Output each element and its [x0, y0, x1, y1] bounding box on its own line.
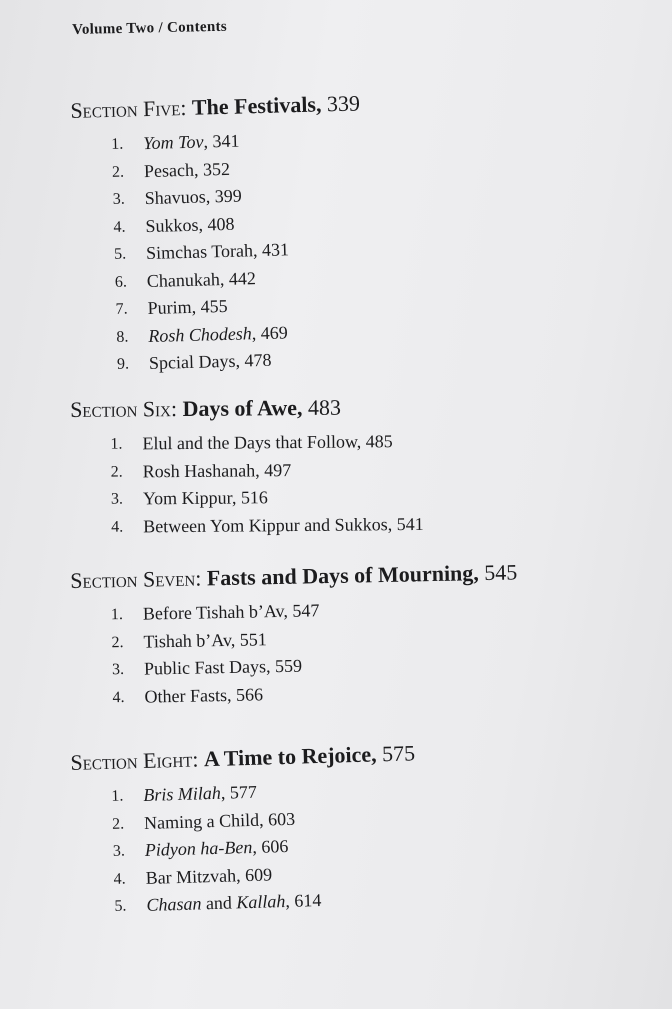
entry-title-line [143, 779, 257, 810]
entry-title-line [146, 887, 322, 919]
entry-number: 1. [110, 605, 124, 624]
entry-page-number: 541 [396, 513, 424, 534]
entry-page-number: 455 [200, 295, 228, 317]
entry-title-suffix: , [220, 782, 226, 803]
entry-number: 2. [111, 633, 124, 651]
section-name: Fasts and Days of Mourning, [206, 560, 480, 591]
toc-entry [111, 510, 424, 540]
entry-title-line [147, 293, 228, 323]
toc-section [70, 88, 367, 379]
toc-section [70, 557, 520, 712]
entry-number: 4. [113, 869, 126, 888]
entry-title-line [143, 128, 240, 158]
entry-title: Sukkos [145, 214, 199, 236]
entry-number: 1. [110, 435, 123, 453]
entry-page-number: 577 [229, 781, 258, 803]
entry-title: Naming a Child [143, 809, 260, 833]
section-label: Section Seven: [70, 565, 202, 593]
entry-number: 4. [111, 518, 124, 536]
entry-number: 9. [116, 355, 130, 373]
entry-page-number: 516 [240, 487, 268, 508]
entry-title-line [144, 805, 296, 837]
section-name: The Festivals, [191, 91, 322, 120]
entry-page-number: 352 [202, 158, 231, 180]
entry-title-line [143, 457, 292, 486]
entry-title: Rosh Chodesh [148, 322, 253, 346]
section-title [70, 392, 423, 425]
entry-title-suffix: , [235, 864, 241, 885]
entry-title-suffix: , [251, 322, 257, 343]
entry-number: 3. [110, 490, 123, 508]
entry-page-number: 469 [260, 321, 289, 343]
entry-number: 2. [111, 815, 125, 833]
entry-title: Chanukah [146, 268, 221, 291]
entry-title-suffix: , [235, 350, 241, 371]
entry-title-line [142, 428, 393, 458]
toc-entry [110, 428, 423, 458]
entry-title-line [146, 236, 290, 267]
entry-title: Chasan [146, 893, 202, 915]
entry-title: Elul and the Days that Follow [142, 431, 357, 454]
entry-title-suffix: and Kallah, [201, 890, 291, 914]
entry-title-italic-word: Kallah [236, 891, 286, 913]
section-name: A Time to Rejoice, [203, 741, 377, 772]
section-name: Days of Awe, [182, 394, 303, 422]
entry-page-number: 547 [292, 600, 320, 621]
entry-title: Between Yom Kippur and Sukkos [143, 513, 388, 536]
entry-page-number: 485 [365, 431, 393, 452]
entry-number: 3. [112, 190, 125, 208]
entry-title: Bar Mitzvah [145, 864, 237, 888]
entry-title-suffix: , [258, 809, 264, 830]
entry-title-suffix: , [205, 186, 211, 207]
entry-title-line [145, 861, 272, 892]
entry-title-line [143, 484, 268, 513]
section-label: Section Eight: [70, 746, 199, 775]
entry-title: Public Fast Days [143, 656, 267, 679]
entry-number: 5. [114, 897, 127, 915]
entry-number: 4. [112, 688, 125, 706]
toc-entry [111, 483, 424, 513]
entry-title: Simchas Torah [145, 240, 254, 264]
entry-number: 3. [111, 660, 125, 679]
entry-page-number: 551 [239, 628, 267, 650]
entry-title-suffix: , [191, 296, 197, 317]
entry-title-line [144, 681, 263, 711]
entry-page-number: 497 [264, 459, 292, 480]
entry-title-suffix: , [252, 836, 258, 857]
entry-title-suffix: , [387, 513, 393, 534]
toc-entry [111, 455, 424, 485]
entry-title-line [143, 626, 267, 656]
entry-number: 1. [111, 787, 124, 805]
section-label: Section Six: [70, 396, 178, 422]
entry-number: 5. [113, 245, 127, 263]
entry-number: 2. [111, 163, 125, 181]
entry-title: Other Fasts [144, 684, 228, 707]
entry-title-line [145, 833, 289, 864]
entry-title-suffix: , [198, 214, 204, 235]
entry-page-number: 603 [267, 808, 296, 829]
entry-title-suffix: , [255, 459, 260, 480]
entry-title-line [147, 265, 257, 295]
section-entries [71, 593, 520, 712]
entry-page-number: 399 [214, 185, 242, 207]
section-page-number: 483 [307, 394, 342, 420]
entry-title-suffix: , [226, 684, 232, 705]
entry-title: Shavuos [144, 186, 206, 209]
entry-number: 1. [111, 135, 124, 153]
entry-title: Before Tishah b’Av [142, 600, 284, 624]
entry-title-line [145, 210, 235, 240]
entry-title: Yom Kippur [142, 487, 232, 509]
entry-page-number: 609 [244, 863, 273, 885]
section-page-number: 339 [326, 90, 361, 117]
entry-page-number: 442 [228, 267, 257, 289]
entry-page-number: 341 [212, 130, 240, 152]
entry-title-line [143, 597, 320, 628]
entry-title-suffix: , [283, 600, 289, 621]
entry-page-number: 566 [235, 683, 264, 705]
section-label: Section Five: [70, 94, 187, 123]
entry-page-number: 614 [294, 890, 322, 911]
entry-number: 6. [114, 273, 128, 291]
entry-title-line [148, 319, 288, 350]
entry-title: Yom Tov [142, 131, 204, 154]
entry-title-line [144, 183, 242, 213]
entry-number: 8. [116, 328, 129, 346]
entry-title-suffix: , [230, 629, 236, 650]
entry-title-suffix: , [356, 431, 362, 452]
entry-title-line [144, 155, 231, 185]
section-entries [71, 124, 367, 379]
entry-title-line [143, 510, 424, 540]
entry-number: 2. [110, 463, 123, 481]
entry-title: Bris Milah [143, 782, 222, 805]
entry-title-suffix: , [252, 240, 258, 261]
toc-section [70, 392, 424, 541]
entry-title-suffix: , [265, 656, 271, 677]
toc-entry [117, 344, 367, 378]
entry-title-suffix: , [203, 131, 209, 152]
entry-title: Purim [147, 296, 192, 319]
entry-title: Spcial Days [148, 350, 236, 374]
section-page-number: 575 [381, 740, 416, 767]
entry-number: 4. [113, 218, 126, 236]
page-header: Volume Two / Contents [72, 18, 228, 38]
section-title [70, 738, 416, 778]
entry-title: Rosh Hashanah [142, 459, 256, 481]
entry-title-line [149, 347, 272, 378]
section-title [70, 557, 518, 596]
toc-section [70, 738, 420, 921]
entry-title-line [144, 653, 303, 684]
entry-title-suffix: , [219, 268, 225, 289]
section-title [70, 88, 360, 126]
entry-title-suffix: , [231, 487, 237, 508]
entry-page-number: 606 [261, 835, 289, 857]
entry-page-number: 408 [207, 213, 235, 234]
entry-title: Pesach [143, 159, 195, 181]
section-entries [71, 774, 420, 921]
entry-page-number: 559 [274, 655, 303, 677]
entry-number: 3. [112, 842, 126, 860]
entry-page-number: 478 [244, 349, 272, 371]
entry-title: Pidyon ha-Ben [144, 836, 253, 860]
entry-number: 7. [115, 300, 128, 318]
section-entries [70, 428, 423, 541]
section-page-number: 545 [484, 559, 518, 586]
entry-title-suffix: , [193, 159, 199, 180]
entry-page-number: 431 [261, 239, 290, 261]
entry-title: Tishah b’Av [143, 629, 231, 652]
